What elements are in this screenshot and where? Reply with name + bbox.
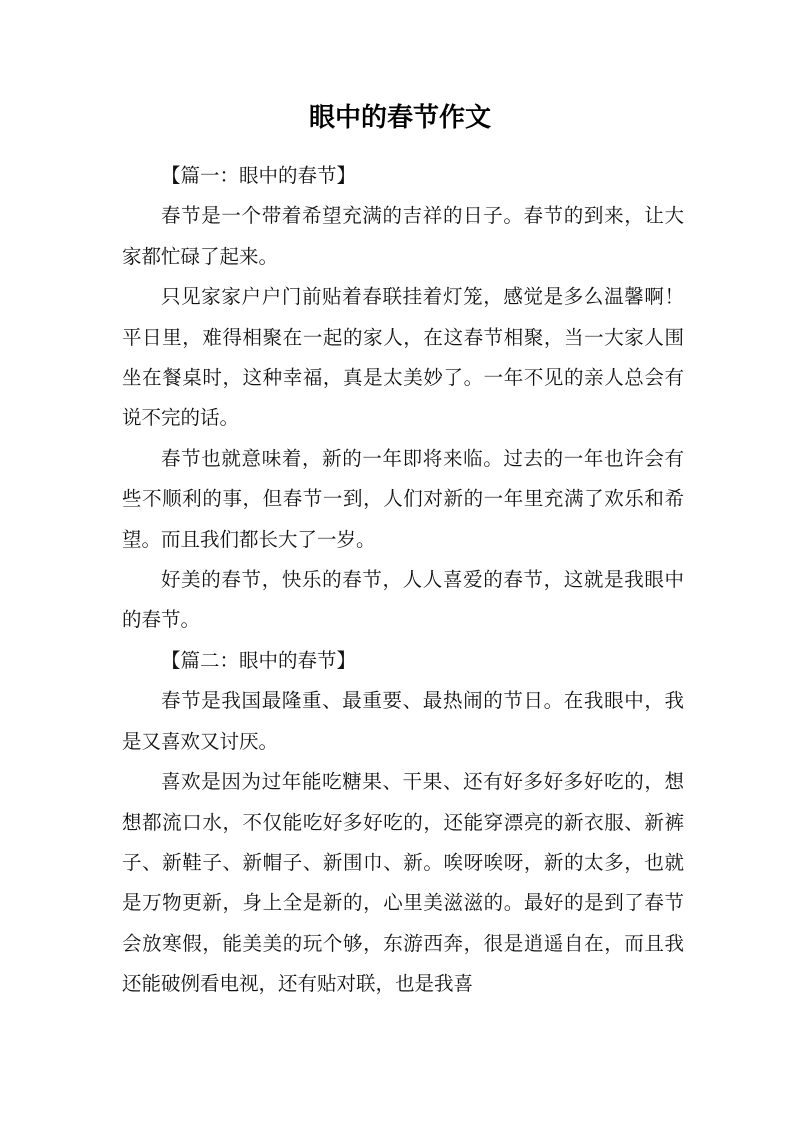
section-heading-2: 【篇二：眼中的春节】	[161, 648, 357, 672]
paragraph: 只见家家户户门前贴着春联挂着灯笼，感觉是多么温馨啊！平日里，难得相聚在一起的家人，在这春节相聚，当一大家人围坐在餐桌时，这种幸福，真是太美妙了。一年不见的亲人总会有说不完的话。	[122, 285, 684, 430]
document-body	[122, 156, 684, 1005]
paragraph: 喜欢是因为过年能吃糖果、干果、还有好多好多好吃的，想想都流口水，不仅能吃好多好吃的，还能穿漂亮的新衣服、新裤子、新鞋子、新帽子、新围巾、新。唉呀唉呀，新的太多，也就是万物更新，身上全是新的，心里美滋滋的。最好的是到了春节会放寒假，能美美的玩个够，东游西奔，很是逍遥自在，而且我还能破例看电视，还有贴对联，也是我喜	[122, 770, 684, 996]
document-title: 眼中的春节作文	[308, 103, 491, 133]
paragraph: 好美的春节，快乐的春节，人人喜爱的春节，这就是我眼中的春节。	[122, 568, 684, 632]
paragraph: 春节是一个带着希望充满的吉祥的日子。春节的到来，让大家都忙碌了起来。	[122, 204, 684, 268]
paragraph: 春节也就意味着，新的一年即将来临。过去的一年也许会有些不顺利的事，但春节一到，人们对新的一年里充满了欢乐和希望。而且我们都长大了一岁。	[122, 446, 684, 551]
section-heading-1: 【篇一：眼中的春节】	[161, 164, 357, 187]
paragraph: 春节是我国最隆重、最重要、最热闹的节日。在我眼中，我是又喜欢又讨厌。	[122, 689, 684, 753]
